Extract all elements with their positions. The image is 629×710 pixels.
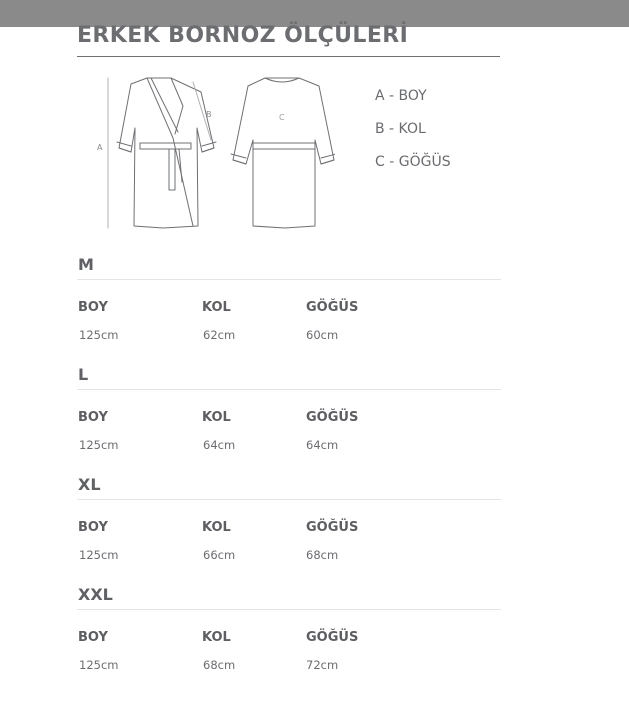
value-boy: 125cm <box>79 328 119 342</box>
size-divider <box>77 499 501 500</box>
legend-item-boy: A - BOY <box>375 88 427 104</box>
measurement-legend <box>375 86 451 185</box>
size-label: L <box>78 365 89 384</box>
value-boy: 125cm <box>79 438 119 452</box>
legend-item-kol: B - KOL <box>375 121 426 137</box>
dimension-label-b: B <box>206 110 212 119</box>
bathrobe-diagram <box>85 70 335 235</box>
size-divider <box>77 279 501 280</box>
value-kol: 68cm <box>203 658 236 672</box>
value-boy: 125cm <box>79 548 119 562</box>
value-kol: 62cm <box>203 328 236 342</box>
legend-item-gogus: C - GÖĞÜS <box>375 154 451 170</box>
header-gogus: GÖĞÜS <box>306 410 359 425</box>
header-boy: BOY <box>78 520 108 535</box>
dimension-label-a: A <box>97 143 103 152</box>
size-label: XXL <box>78 585 113 604</box>
robe-back-icon <box>231 78 335 228</box>
value-gogus: 60cm <box>306 328 339 342</box>
title-divider <box>77 56 500 57</box>
header-kol: KOL <box>202 520 231 535</box>
size-label: XL <box>78 475 101 494</box>
size-divider <box>77 609 501 610</box>
header-kol: KOL <box>202 630 231 645</box>
header-gogus: GÖĞÜS <box>306 520 359 535</box>
header-kol: KOL <box>202 410 231 425</box>
value-gogus: 68cm <box>306 548 339 562</box>
value-gogus: 72cm <box>306 658 339 672</box>
value-kol: 64cm <box>203 438 236 452</box>
value-kol: 66cm <box>203 548 236 562</box>
header-gogus: GÖĞÜS <box>306 300 359 315</box>
value-gogus: 64cm <box>306 438 339 452</box>
size-label: M <box>78 255 94 274</box>
header-boy: BOY <box>78 410 108 425</box>
robe-front-icon <box>117 78 216 228</box>
page-title: ERKEK BORNOZ ÖLÇÜLERİ <box>77 23 409 48</box>
header-gogus: GÖĞÜS <box>306 630 359 645</box>
header-boy: BOY <box>78 300 108 315</box>
header-boy: BOY <box>78 630 108 645</box>
value-boy: 125cm <box>79 658 119 672</box>
dimension-label-c: C <box>279 113 285 122</box>
size-divider <box>77 389 501 390</box>
header-kol: KOL <box>202 300 231 315</box>
